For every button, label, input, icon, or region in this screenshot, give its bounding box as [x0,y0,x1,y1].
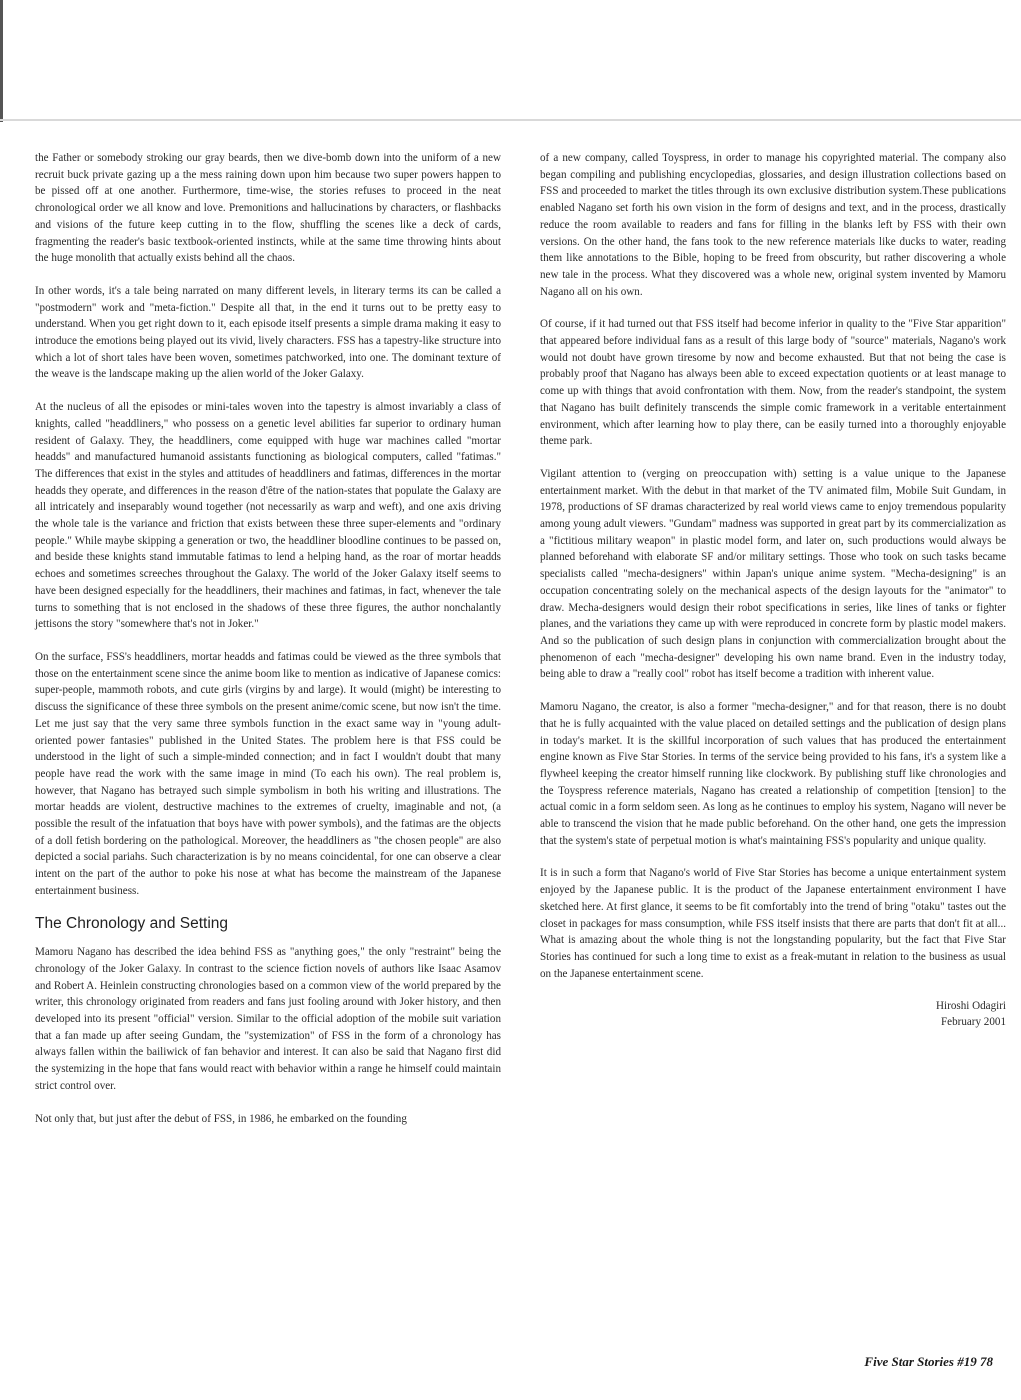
page-edge-mark [0,0,3,122]
left-column [35,150,501,1143]
author-signature [540,998,1006,1030]
right-column [540,150,1006,1030]
paragraph: Of course, if it had turned out that FSS itself had become inferior in quality to the "Five Star apparition" that appeared before individual fans as a result of this large body of "source" materials, Nagano's work would not doubt have grown tiresome by now and become exhausted. But that not being the case is probably proof that Nagano has always been able to exceed expectation quotients or at least manage to come up with things that avoid confrontation with them. Now, from the reader's standpoint, the system that Nagano has built definitely transcends the simple comic framework in a veritable entertainment environment, which after learning how to play there, can be easily turned into a thoroughly enjoyable theme park. [540,318,1006,448]
paragraph: the Father or somebody stroking our gray beards, then we dive-bomb down into the uniform of a new recruit buck private gazing up a the mess raining down upon him because two super powers happen to be pissed off at one another. Furthermore, time-wise, the stories refuses to proceed in the neat chronological order we all know and love. Premonitions and hallucinations by characters, or flashbacks and visions of the future keep cutting in to the flow, shuffling the scenes like a deck of cards, fragmenting the reader's basic textbook-oriented instincts, while at the same time throwing hints about the huge monolith that actually exists behind all the chaos. [35,152,501,265]
paragraph: Mamoru Nagano, the creator, is also a former "mecha-designer," and for that reason, there is no doubt that he is fully acquainted with the value placed on detailed settings and the publication of design plans in today's market. It is the skillful incorporation of such values that has produced the entertainment engine known as Five Star Stories. In terms of the service being provided to his fans, it's a system like a flywheel keeping the creator himself running like clockwork. By publishing stuff like chronologies and the Toyspress reference materials, Nagano has created a relationship of competition [tension] to the actual comic in a form seldom seen. As long as he continues to employ his system, Nagano will never be able to transcend the vision that he made public beforehand. On the other hand, one gets the impression that the system's state of perpetual motion is what's maintaining FSS's popularity and unique quality. [540,701,1006,847]
section-heading: The Chronology and Setting [35,914,229,932]
paragraph: Not only that, but just after the debut of FSS, in 1986, he embarked on the founding [35,1112,407,1125]
paragraph: of a new company, called Toyspress, in order to manage his copyrighted material. The company also began compiling and publishing encyclopedias, glossaries, and design illustration collections based on FSS and proceeded to market the titles through its own exclusive distribution system.These publications enabled Nagano set forth his own vision in the form of designs and text, and in the process, drastically reduce the room available to readers and fans for filling in the blanks left by FSS with their own versions. On the other hand, the fans took to the new reference materials like ducks to water, reading them like annotations to the Bible, hoping to be freed from obscurity, but rather discovering a whole new tale in the process. What they discovered was a whole new, original system invented by Mamoru Nagano all on his own. [540,152,1006,298]
paragraph: Mamoru Nagano has described the idea behind FSS as "anything goes," the only "restraint" being the chronology of the Joker Galaxy. In contrast to the science fiction novels of authors like Isaac Asamov and Robert A. Heinlein constructing chronologies based on a common view of the world prepared by the writer, this chronology originated from readers and fans just fooling around with Joker history, and then developed into its present "official" version. Similar to the official adoption of the mobile suit variation that a fan made up after seeing Gundam, the "systemization" of FSS in the form of a chronology has always fallen within the bailiwick of fan behavior and interest. It can also be said that Nagano first did the systemizing in the hope that fans would react with behavior within a range he himself could maintain strict control over. [35,946,501,1092]
page-footer: Five Star Stories #19 78 [864,1354,993,1369]
signature-date: February 2001 [940,1016,1006,1029]
top-rule-divider [0,119,1021,121]
paragraph: It is in such a form that Nagano's world of Five Star Stories has become a unique entertainment system enjoyed by the Japanese public. It is the product of the Japanese entertainment environment I have sketched here. At first glance, it seems to be fit comfortably into the trend of bring "otaku" tastes out the closet in packages for mass consumption, while FSS itself insists that there are parts that don't fit at all... What is amazing about the whole thing is not the longstanding popularity, but the fact that Five Star Stories has continued for such a long time to exist as a freak-mutant in relation to the business as usual on the Japanese entertainment scene. [540,867,1006,980]
paragraph: At the nucleus of all the episodes or mini-tales woven into the tapestry is almost invariably a class of knights, called "headdliners," who possess on a genetic level abilities far superior to ordinary human resident of Galaxy. They, the headdliners, come equipped with huge war machines called "mortar headds" and manufactured humanoid assistants functioning as biological computers, called "fatimas." The differences that exist in the styles and attitudes of headdliners and fatimas, differences in the mortar headds they operate, and differences in the reason d'être of the nation-states that populate the Galaxy are all intricately and inseparably wound together (not necessarily as warp and weft), and one axis driving the whole tale is the variance and friction that exists between these three super-elements and "ordinary people." While maybe skipping a generation or two, the headdliner bloodline continues to be passed on, and beside these knights stand immutable fatimas to lend a helping hand, as the roar of mortar headds echoes and sometimes screeches throughout the Galaxy. The world of the Joker Galaxy itself seems to have been designed especially for the headdliners, their machines and fatimas, in fact, whenever the tale turns to something that is not enclosed in the shadows of these three figures, the author nonchalantly jettisons the story "somewhere that's not in Joker." [35,401,501,631]
signature-name: Hiroshi Odagiri [936,1000,1006,1013]
paragraph: In other words, it's a tale being narrated on many different levels, in literary terms its can be called a "postmodern" work and "meta-fiction." Despite all that, in the end it turns out to be pretty easy to understand. When you get right down to it, each episode itself presents a simple drama making it easy to introduce the emotions being played out its vivid, lively characters. FSS has a tapestry-like structure into which a lot of short tales have been woven, sometimes patchworked, into one. The dominant texture of the weave is the landscape making up the alien world of the Joker Galaxy. [35,284,501,381]
paragraph: On the surface, FSS's headdliners, mortar headds and fatimas could be viewed as the three symbols that those on the entertainment scene since the anime boom like to mention as indicative of Japanese comics: super-people, mammoth robots, and cute girls (virgins by and large). It would (might) be interesting to discuss the significance of these three symbols on the present anime/comic scene, but now isn't the time. Let me just say that the very same three symbols function in the exact same way in "young adult-oriented power fantasies" published in the United States. The problem here is that FSS could be understood in the light of such a simple-minded connection; and in fact I wouldn't doubt that many people have read the work with the same image in mind (To each his own). The real problem is, however, that Nagano has betrayed such simple symbolism in both his writing and illustrations. The mortar headds are violent, destructive machines to the extremes of cruelty, imaginable and not, (a possible the result of the infatuation that boys have with power symbols), and the fatimas are the objects of a doll fetish bordering on the pathological. Moreover, the headdliners as "the chosen people" are also depicted a social pariahs. Such characterization is by no means coincidental, for one can observe a clear intent on the part of the author to poke his nose at what has become the mainstream of the Japanese entertainment business. [35,650,501,897]
paragraph: Vigilant attention to (verging on preoccupation with) setting is a value unique to the Japanese entertainment market. With the debut in that market of the TV animated film, Mobile Suit Gundam, in 1978, productions of SF dramas characterized by real world views came to enjoy tremendous popularity among young adult viewers. "Gundam" madness was supported in great part by its commercialization as a "fictitious military weapon" in plastic model form, and later on, such productions would always be planned beforehand with elaborate SF and/or military settings. Those who took on such tasks became specialists called "mecha-designers" within Japan's unique anime system. "Mecha-designing" is an occupation concentrating solely on the mechanical aspects of the design layouts for the "animator" to draw. Mecha-designers would design their robot specifications in series, like lines of tanks or fighter planes, and the variations they came up with were reproduced in concrete form by plastic model makers. And so the publication of such design plans in conjunction with commercialization brought about the phenomenon of each "mecha-designer" developing his own name brand. Even in the industry today, being able to draw a "really cool" robot has itself become a tradition with inherent value. [540,467,1006,681]
